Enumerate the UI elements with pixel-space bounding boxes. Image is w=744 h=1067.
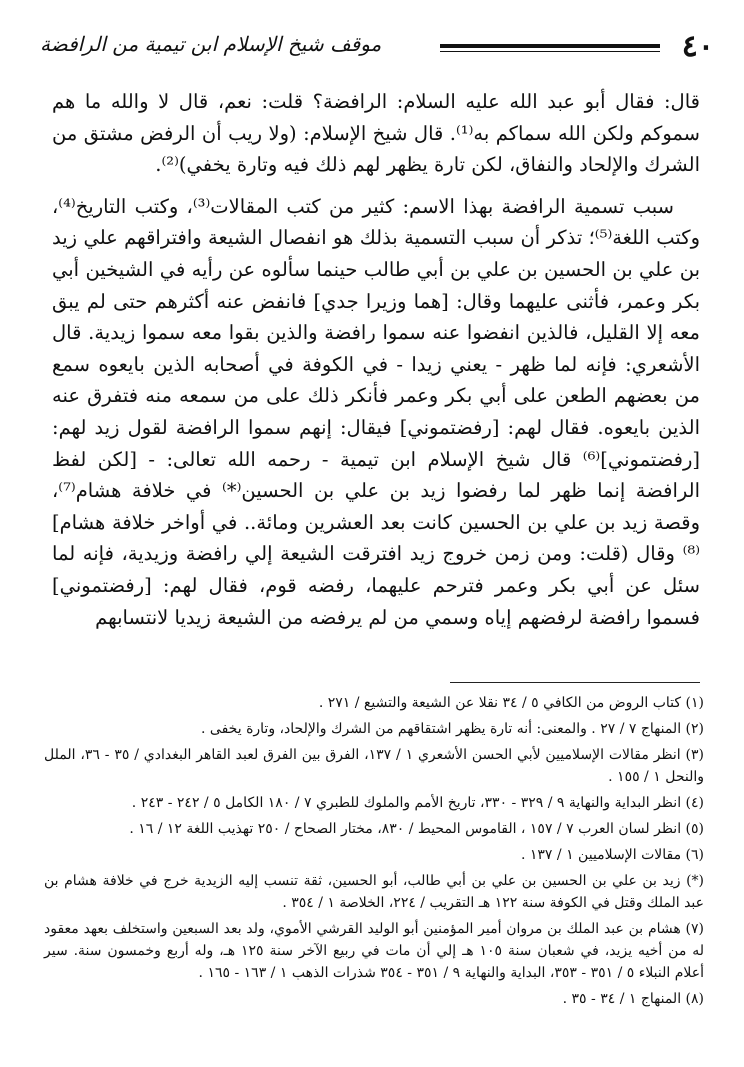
footnote: (٥) انظر لسان العرب ٧ / ١٥٧ ، القاموس المحيط / ٨٣٠، مختار الصحاح / ٢٥٠ تهذيب اللغة ١٢ / ١٦ . [129,821,704,837]
footnote: (٢) المنهاج ٧ / ٢٧ . والمعنى: أنه تارة يظهر اشتقاقهم من الشرك والإلحاد، وتارة يخفى . [201,721,704,737]
footnotes [44,692,704,1014]
page-header [32,28,720,68]
footnote: (*) زيد بن علي بن الحسين بن علي بن أبي طالب، أبو الحسين، ثقة تنسب إليه الزيدية خرج في خلافة هشام بن عبد الملك وقتل في الكوفة سنة ١٢٢ هـ التقريب / ٢٢٤، الخلاصة ١ / ٣٥٤ . [44,873,704,911]
footnote: (٤) انظر البداية والنهاية ٩ / ٣٢٩ - ٣٣٠، تاريخ الأمم والملوك للطبري ٧ / ١٨٠ الكامل ٥ / ٢٤٢ - ٢٤٣ . [131,795,704,811]
footnote: (٣) انظر مقالات الإسلاميين لأبي الحسن الأشعري ١ / ١٣٧، الفرق بين الفرق لعبد القاهر البغدادي / ٣٥ - ٣٦، الملل والنحل ١ / ١٥٥ . [44,747,704,785]
footnote: (٦) مقالات الإسلاميين ١ / ١٣٧ . [520,847,704,863]
main-text [52,86,700,633]
footnote: (٨) المنهاج ١ / ٣٤ - ٣٥ . [562,991,704,1007]
footnote: (٧) هشام بن عبد الملك بن مروان أمير المؤمنين أبو الوليد القرشي الأموي، ولد بعد السبعين واستخلف بعهد معقود له من أخيه يزيد، في شعبان سنة ١٠٥ هـ إلي أن مات في ربيع الآخر سنة ١٢٥ هـ، وله أربع وخمسون سنة. سير أعلام النبلاء ٥ / ٣٥١ - ٣٥٣، البداية والنهاية ٩ / ٣٥١ - ٣٥٤ شذرات الذهب ١ / ١٦٣ - ١٦٥ . [44,921,704,981]
page-number: ٤٠ [681,29,714,64]
footnote-separator [450,682,700,683]
header-rule [440,44,660,52]
running-title: موقف شيخ الإسلام ابن تيمية من الرافضة [40,32,382,56]
paragraph: قال: فقال أبو عبد الله عليه السلام: الرافضة؟ قلت: نعم، قال لا والله ما هم سموكم ولكن الله سماكم به⁽¹⁾. قال شيخ الإسلام: (ولا ريب أن الرفض مشتق من الشرك والإلحاد والنفاق، لكن تارة يظهر لهم ذلك فيه وتارة يخفي)⁽²⁾. [52,90,700,177]
footnote: (١) كتاب الروض من الكافي ٥ / ٣٤ نقلا عن الشيعة والتشيع / ٢٧١ . [318,695,704,711]
paragraph: سبب تسمية الرافضة بهذا الاسم: كثير من كتب المقالات⁽³⁾، وكتب التاريخ⁽⁴⁾، وكتب اللغة⁽⁵⁾؛ تذكر أن سبب التسمية بذلك هو انفصال الشيعة وافتراقهم علي زيد بن علي بن الحسين بن علي بن أبي طالب حينما سألوه عن رأيه في الشيخين أبي بكر وعمر، فأثنى عليهما وقال: [هما وزيرا جدي] فانفض عنه أكثرهم حتى لم يبق معه إلا القليل، فالذين انفضوا عنه سموا رافضة والذين بقوا معه سموا زيدية. قال الأشعري: فإنه لما ظهر - يعني زيدا - في الكوفة في أصحابه الذين بايعوه سمع من بعضهم الطعن على أبي بكر وعمر فأنكر ذلك على من سمعه منه فتفرق عنه الذين بايعوه. فقال لهم: [رفضتموني] فيقال: إنهم سموا الرافضة لقول زيد لهم: [رفضتموني]⁽⁶⁾ قال شيخ الإسلام ابن تيمية - رحمه الله تعالى: - [لكن لفظ الرافضة إنما ظهر لما رفضوا زيد بن علي بن الحسين⁽*⁾ في خلافة هشام⁽⁷⁾، وقصة زيد بن علي بن الحسين كانت بعد العشرين ومائة.. في أواخر خلافة هشام]⁽⁸⁾ وقال (قلت: ومن زمن خروج زيد افترقت الشيعة إلي رافضة وزيدية، فإنه لما سئل عن أبي بكر وعمر فترحم عليهما، رفضه قوم، فقال لهم: [رفضتموني] فسموا رافضة لرفضهم إياه وسمي من لم يرفضه من الشيعة زيديا لانتسابهم [52,194,700,629]
